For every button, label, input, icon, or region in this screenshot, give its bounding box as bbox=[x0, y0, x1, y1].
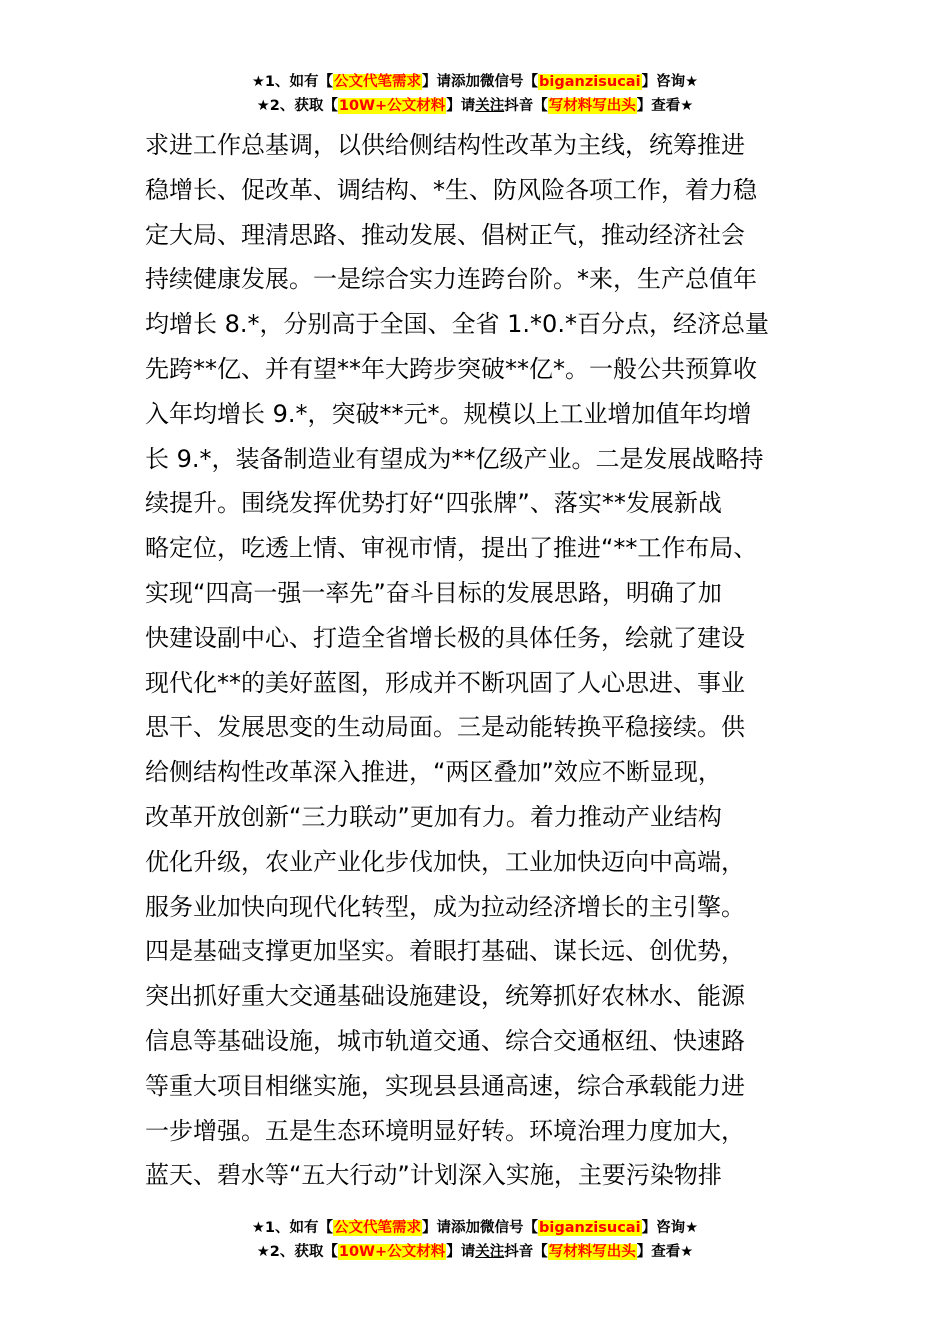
banner-text: 抖音【 bbox=[504, 1244, 548, 1260]
banner-text: 】请添加微信号【 bbox=[422, 74, 539, 90]
banner-highlight-account: 写材料写出头 bbox=[548, 1244, 636, 1260]
body-line: 稳增长、促改革、调结构、*生、防风险各项工作，着力稳 bbox=[145, 175, 757, 204]
body-line: 均增长 8.*，分别高于全国、全省 1.*0.*百分点，经济总量 bbox=[145, 310, 769, 339]
body-line: 思干、发展思变的生动局面。三是动能转换平稳接续。供 bbox=[145, 713, 745, 742]
body-line: 快建设副中心、打造全省增长极的具体任务，绘就了建设 bbox=[145, 623, 745, 652]
body-line: 实现“四高一强一率先”奋斗目标的发展思路，明确了加 bbox=[145, 578, 722, 607]
banner-highlight-account: 写材料写出头 bbox=[548, 98, 636, 114]
body-line: 给侧结构性改革深入推进，“两区叠加”效应不断显现， bbox=[145, 758, 722, 787]
banner-underlined-follow: 关注 bbox=[475, 1244, 505, 1260]
banner-highlight-wechat-id: biganzisucai bbox=[539, 1220, 641, 1236]
banner-line-1 bbox=[0, 1216, 950, 1240]
banner-line-2 bbox=[0, 1240, 950, 1264]
banner-underlined-follow: 关注 bbox=[475, 98, 505, 114]
body-line: 一步增强。五是生态环境明显好转。环境治理力度加大， bbox=[145, 1116, 745, 1145]
body-line: 优化升级，农业产业化步伐加快，工业加快迈向中高端， bbox=[145, 847, 745, 876]
body-line: 蓝天、碧水等“五大行动”计划深入实施，主要污染物排 bbox=[145, 1161, 722, 1190]
body-line: 入年均增长 9.*，突破**元*。规模以上工业增加值年均增 bbox=[145, 399, 752, 428]
body-line: 略定位，吃透上情、审视市情，提出了推进“**工作布局、 bbox=[145, 534, 758, 563]
body-line: 四是基础支撑更加坚实。着眼打基础、谋长远、创优势， bbox=[145, 937, 745, 966]
banner-text: 】请 bbox=[446, 1244, 476, 1260]
banner-line-2 bbox=[0, 94, 950, 118]
body-line: 突出抓好重大交通基础设施建设，统筹抓好农林水、能源 bbox=[145, 982, 745, 1011]
banner-text: ★1、如有【 bbox=[251, 74, 334, 90]
banner-text: 】请 bbox=[446, 98, 476, 114]
body-line: 服务业加快向现代化转型，成为拉动经济增长的主引擎。 bbox=[145, 892, 745, 921]
banner-highlight-materials: 10W+公文材料 bbox=[338, 1244, 446, 1260]
body-line: 现代化**的美好蓝图，形成并不断巩固了人心思进、事业 bbox=[145, 668, 745, 697]
body-line: 续提升。围绕发挥优势打好“四张牌”、落实**发展新战 bbox=[145, 489, 722, 518]
body-line: 定大局、理清思路、推动发展、倡树正气，推动经济社会 bbox=[145, 220, 745, 249]
banner-text: ★1、如有【 bbox=[251, 1220, 334, 1236]
banner-highlight-service: 公文代笔需求 bbox=[334, 74, 422, 90]
body-line: 持续健康发展。一是综合实力连跨台阶。*来，生产总值年 bbox=[145, 265, 757, 294]
banner-text: 】咨询★ bbox=[641, 74, 699, 90]
banner-highlight-wechat-id: biganzisucai bbox=[539, 74, 641, 90]
body-line: 改革开放创新“三力联动”更加有力。着力推动产业结构 bbox=[145, 802, 722, 831]
banner-text: 】查看★ bbox=[636, 1244, 694, 1260]
banner-text: 】查看★ bbox=[636, 98, 694, 114]
banner-text: 抖音【 bbox=[504, 98, 548, 114]
banner-text: ★2、获取【 bbox=[256, 98, 338, 114]
banner-line-1 bbox=[0, 70, 950, 94]
body-line: 信息等基础设施，城市轨道交通、综合交通枢纽、快速路 bbox=[145, 1026, 745, 1055]
banner-highlight-service: 公文代笔需求 bbox=[334, 1220, 422, 1236]
banner-text: 】请添加微信号【 bbox=[422, 1220, 539, 1236]
body-line: 先跨**亿、并有望**年大跨步突破**亿*。一般公共预算收 bbox=[145, 354, 757, 383]
banner-text: 】咨询★ bbox=[641, 1220, 699, 1236]
footer-banner bbox=[0, 1216, 950, 1264]
body-line: 求进工作总基调，以供给侧结构性改革为主线，统筹推进 bbox=[145, 131, 745, 159]
banner-highlight-materials: 10W+公文材料 bbox=[338, 98, 446, 114]
document-body bbox=[145, 123, 810, 1198]
body-line: 长 9.*，装备制造业有望成为**亿级产业。二是发展战略持 bbox=[145, 444, 764, 473]
body-line: 等重大项目相继实施，实现县县通高速，综合承载能力进 bbox=[145, 1071, 745, 1100]
banner-text: ★2、获取【 bbox=[256, 1244, 338, 1260]
header-banner bbox=[0, 70, 950, 118]
